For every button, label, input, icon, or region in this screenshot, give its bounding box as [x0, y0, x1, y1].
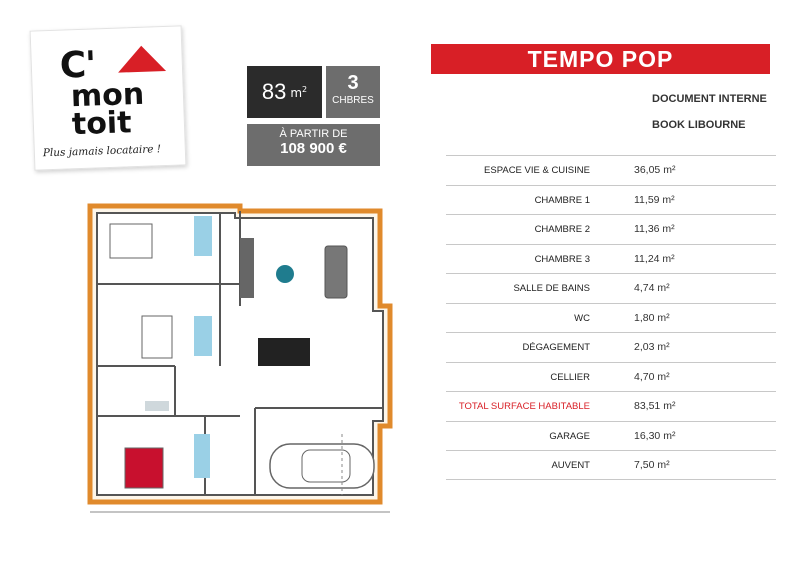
surface-label: AUVENT [551, 460, 590, 471]
surface-label: CHAMBRE 2 [534, 224, 590, 235]
floor-plan [70, 186, 420, 522]
table-row [446, 450, 776, 480]
car-icon [270, 444, 374, 488]
wardrobe [194, 434, 210, 478]
table-row-total [446, 391, 776, 421]
surface-label: TOTAL SURFACE HABITABLE [458, 401, 590, 412]
table-row [446, 155, 776, 185]
surface-table [446, 155, 776, 480]
surface-value: 36,05 m² [634, 164, 676, 176]
table-row [446, 185, 776, 215]
surface-label: SALLE DE BAINS [513, 283, 590, 294]
dining-table [258, 338, 310, 366]
rooms-value: 3 [347, 72, 359, 94]
surface-label: GARAGE [549, 430, 590, 442]
surface-value: 83,51 m² [634, 400, 676, 412]
sofa [325, 246, 347, 298]
price-value: 108 900 € [280, 140, 347, 157]
table-row [446, 244, 776, 274]
logo-text-toit: toit [71, 105, 133, 143]
surface-value: 11,36 m² [634, 223, 675, 235]
round-table [276, 265, 294, 283]
table-row [446, 362, 776, 392]
surface-value: 11,59 m² [634, 193, 675, 206]
logo-card [30, 25, 187, 170]
kitchen-counter [240, 238, 254, 298]
surface-label: ESPACE VIE & CUISINE [484, 165, 590, 176]
surface-value: 4,74 m² [634, 282, 670, 294]
area-badge [247, 66, 322, 118]
bed-3 [125, 448, 163, 488]
logo-slogan: Plus jamais locataire ! [42, 143, 162, 160]
surface-value: 2,03 m² [634, 341, 670, 353]
table-row [446, 273, 776, 303]
surface-label: CHAMBRE 1 [534, 194, 590, 206]
table-row [446, 332, 776, 362]
area-unit-base: m [290, 85, 303, 100]
bed-2 [142, 316, 172, 358]
surface-value: 4,70 m² [634, 370, 670, 383]
table-row [446, 421, 776, 451]
surface-label: WC [574, 312, 590, 324]
bathroom-sink [145, 401, 169, 411]
rooms-label: CHBRES [332, 95, 374, 106]
rooms-badge [326, 66, 380, 118]
table-row [446, 303, 776, 333]
area-unit-exp: 2 [302, 84, 308, 94]
price-badge [247, 124, 380, 166]
surface-label: CELLIER [550, 371, 590, 383]
bed-1 [110, 224, 152, 258]
house-roof-icon [117, 45, 166, 73]
logo-text-c: C' [59, 44, 97, 87]
model-title: TEMPO POP [431, 44, 770, 74]
area-unit [290, 85, 307, 100]
surface-value: 1,80 m² [634, 311, 670, 324]
wardrobe [194, 316, 212, 356]
doc-type: DOCUMENT INTERNE [652, 93, 767, 105]
surface-label: DÉGAGEMENT [522, 342, 590, 353]
area-value: 83 [261, 79, 287, 104]
surface-value: 16,30 m² [634, 429, 676, 442]
doc-book: BOOK LIBOURNE [652, 119, 746, 131]
wardrobe [194, 216, 212, 256]
surface-value: 7,50 m² [634, 459, 670, 471]
surface-value: 11,24 m² [634, 252, 675, 265]
table-row [446, 214, 776, 244]
price-label: À PARTIR DE [279, 128, 348, 140]
surface-label: CHAMBRE 3 [534, 253, 590, 265]
logo-text-mon: mon [70, 76, 145, 115]
